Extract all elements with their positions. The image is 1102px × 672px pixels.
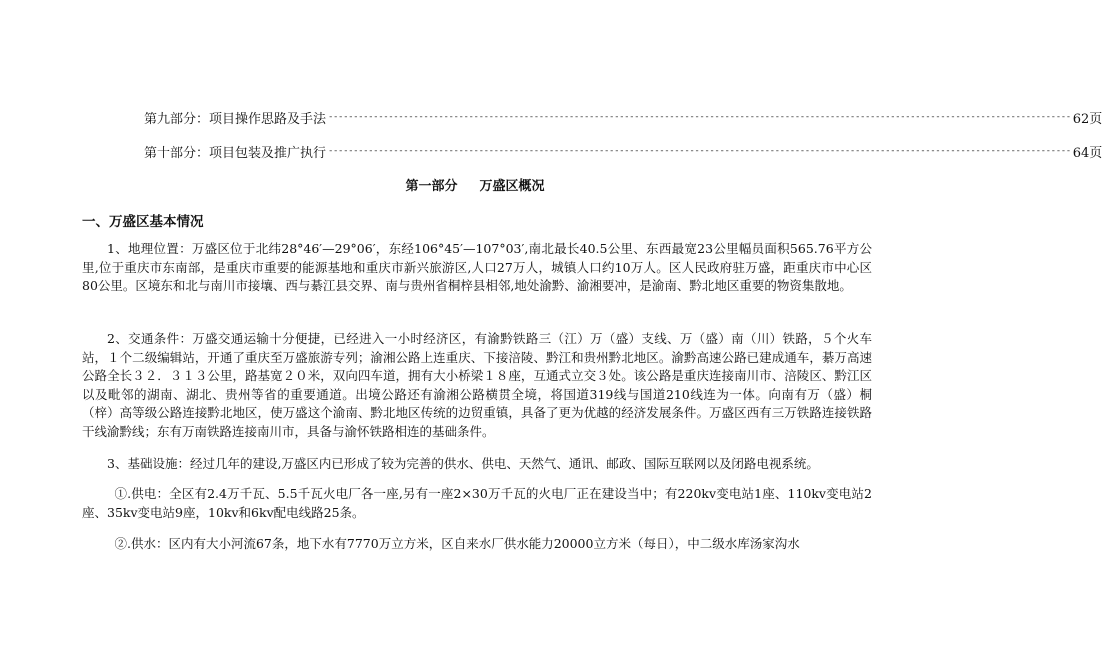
paragraph-transport: 2、交通条件：万盛交通运输十分便捷，已经进入一小时经济区，有渝黔铁路三（江）万（盛）支线、万（盛）南（川）铁路，５个火车站，１个二级编辑站，开通了重庆至万盛旅游专列；渝湘公路上连重庆、下接涪陵、黔江和贵州黔北地区。渝黔高速公路已建成通车，綦万高速公路全长３２．３１３公里，路基宽２０米，双向四车道，拥有大小桥梁１８座，互通式立交３处。该公路是重庆连接南川市、涪陵区、黔江区以及毗邻的湖南、湖北、贵州等省的重要通道。出境公路还有渝湘公路横贯全境，将国道319线与国道210线连为一体。向南有万（盛）桐（梓）高等级公路连接黔北地区，使万盛这个渝南、黔北地区传统的边贸重镇，具备了更为优越的经济发展条件。万盛区西有三万铁路连接铁路干线渝黔线；东有万南铁路连接南川市，具备与渝怀铁路相连的基础条件。 bbox=[82, 331, 872, 439]
paragraph-location: 1、地理位置：万盛区位于北纬28°46′—29°06′，东经106°45′—107°03′,南北最长40.5公里、东西最宽23公里幅员面积565.76平方公里,位于重庆市东南部，是重庆市重要的能源基地和重庆市新兴旅游区,人口27万人，城镇人口约10万人。区人民政府驻万盛，距重庆市中心区80公里。区境东和北与南川市接壤、西与綦江县交界、南与贵州省桐梓县相邻,地处渝黔、渝湘要冲，是渝南、黔北地区重要的物资集散地。 bbox=[82, 241, 872, 293]
paragraph-power: ①.供电：全区有2.4万千瓦、5.5千瓦火电厂各一座,另有一座2×30万千瓦的火电厂正在建设当中；有220kv变电站1座、110kv变电站2座、35kv变电站9座，10kv和6kv配电线路25条。 bbox=[82, 486, 872, 520]
toc-line-10 bbox=[144, 142, 1102, 161]
toc-page: 62页 bbox=[1072, 111, 1102, 127]
toc-line-9 bbox=[144, 108, 1102, 127]
toc-label: 第九部分：项目操作思路及手法 bbox=[144, 111, 327, 127]
part-title bbox=[0, 175, 950, 194]
paragraph-water: ②.供水：区内有大小河流67条，地下水有7770万立方米，区自来水厂供水能力20000立方米（每日），中二级水库汤家沟水 bbox=[114, 536, 800, 551]
toc-leader: ---------------------------------------------------------------------------------------------------------------------------------------------------- bbox=[328, 112, 1071, 122]
part-name: 万盛区概况 bbox=[479, 179, 545, 194]
toc-label: 第十部分：项目包装及推广执行 bbox=[144, 145, 327, 161]
toc-page: 64页 bbox=[1072, 145, 1102, 161]
paragraph-infrastructure: 3、基础设施：经过几年的建设,万盛区内已形成了较为完善的供水、供电、天然气、通讯、邮政、国际互联网以及闭路电视系统。 bbox=[107, 456, 819, 471]
section-heading: 一、万盛区基本情况 bbox=[82, 214, 204, 230]
part-number: 第一部分 bbox=[405, 179, 458, 194]
toc-leader: ---------------------------------------------------------------------------------------------------------------------------------------------------- bbox=[328, 146, 1071, 156]
